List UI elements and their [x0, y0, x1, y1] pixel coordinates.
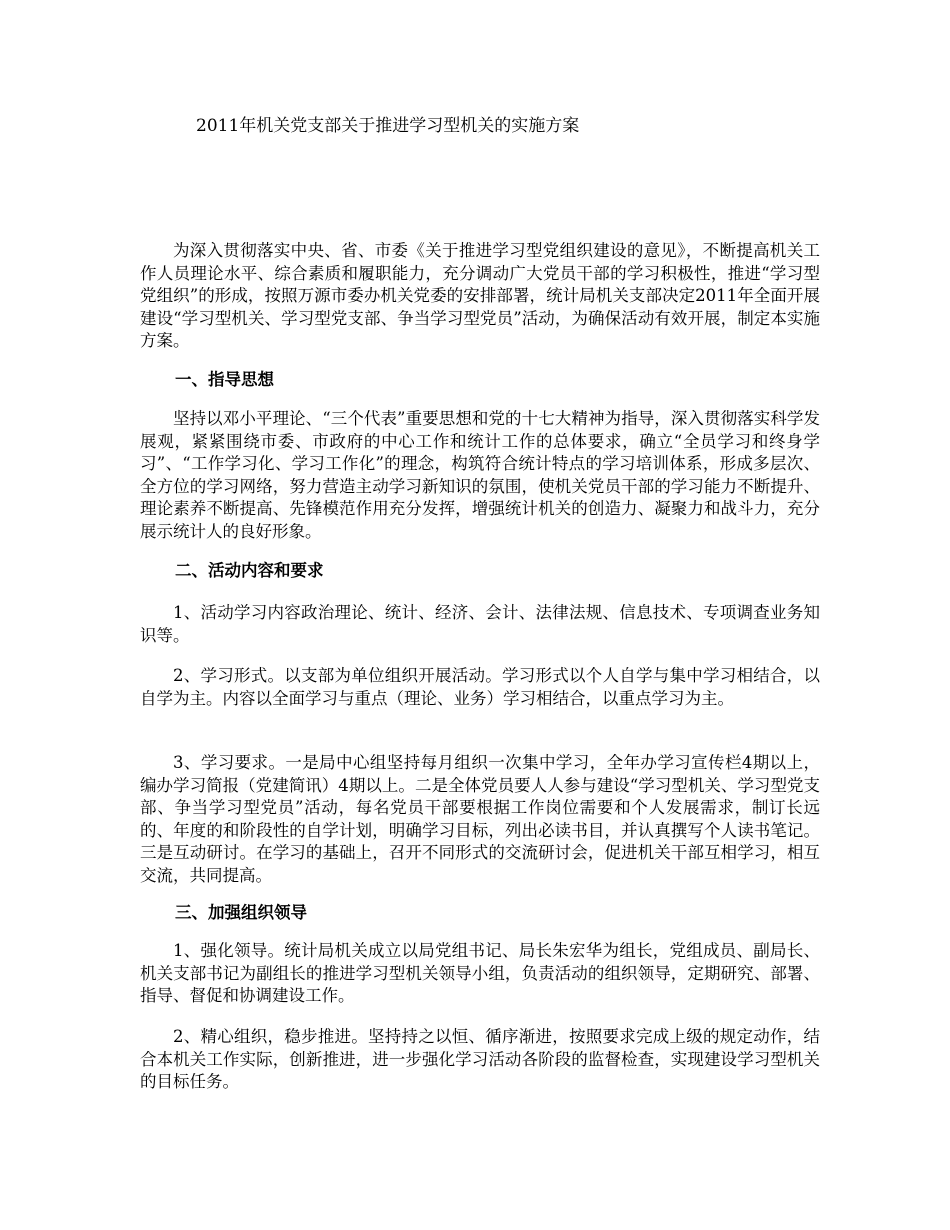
section-heading-organizational-leadership: 三、加强组织领导 [175, 903, 307, 922]
section-1-paragraph-1: 坚持以邓小平理论、“三个代表”重要思想和党的十七大精神为指导，深入贯彻落实科学发展观，紧紧围绕市委、市政府的中心工作和统计工作的总体要求，确立“全员学习和终身学习”、“工作学习化、学习工作化”的理念，构筑符合统计特点的学习培训体系，形成多层次、全方位的学习网络，努力营造主动学习新知识的氛围，使机关党员干部的学习能力不断提升、理论素养不断提高、先锋模范作用充分发挥，增强统计机关的创造力、凝聚力和战斗力，充分展示统计人的良好形象。 [140, 409, 820, 541]
document-title: 2011年机关党支部关于推进学习型机关的实施方案 [196, 116, 580, 136]
intro-paragraph: 为深入贯彻落实中央、省、市委《关于推进学习型党组织建设的意见》，不断提高机关工作人员理论水平、综合素质和履职能力，充分调动广大党员干部的学习积极性，推进“学习型党组织”的形成，按照万源市委办机关党委的安排部署，统计局机关支部决定2011年全面开展建设“学习型机关、学习型党支部、争当学习型党员”活动，为确保活动有效开展，制定本实施方案。 [140, 241, 820, 350]
section-2-paragraph-3: 3、学习要求。一是局中心组坚持每月组织一次集中学习，全年办学习宣传栏4期以上，编办学习简报（党建简讯）4期以上。二是全体党员要人人参与建设“学习型机关、学习型党支部、争当学习型党员”活动，每名党员干部要根据工作岗位需要和个人发展需求，制订长远的、年度的和阶段性的自学计划，明确学习目标，列出必读书目，并认真撰写个人读书笔记。三是互动研讨。在学习的基础上，召开不同形式的交流研讨会，促进机关干部互相学习，相互交流，共同提高。 [140, 753, 820, 885]
section-2-paragraph-2: 2、学习形式。以支部为单位组织开展活动。学习形式以个人自学与集中学习相结合，以自学为主。内容以全面学习与重点（理论、业务）学习相结合，以重点学习为主。 [140, 666, 820, 708]
section-2-paragraph-1: 1、活动学习内容政治理论、统计、经济、会计、法律法规、信息技术、专项调查业务知识等。 [140, 603, 820, 645]
section-3-paragraph-2: 2、精心组织，稳步推进。坚持持之以恒、循序渐进，按照要求完成上级的规定动作，结合本机关工作实际，创新推进，进一步强化学习活动各阶段的监督检查，实现建设学习型机关的目标任务。 [140, 1027, 820, 1091]
section-heading-activity-content: 二、活动内容和要求 [175, 561, 324, 580]
section-3-paragraph-1: 1、强化领导。统计局机关成立以局党组书记、局长朱宏华为组长，党组成员、副局长、机关支部书记为副组长的推进学习型机关领导小组，负责活动的组织领导，定期研究、部署、指导、督促和协调建设工作。 [140, 941, 820, 1005]
section-heading-guiding-ideology: 一、指导思想 [175, 370, 274, 389]
